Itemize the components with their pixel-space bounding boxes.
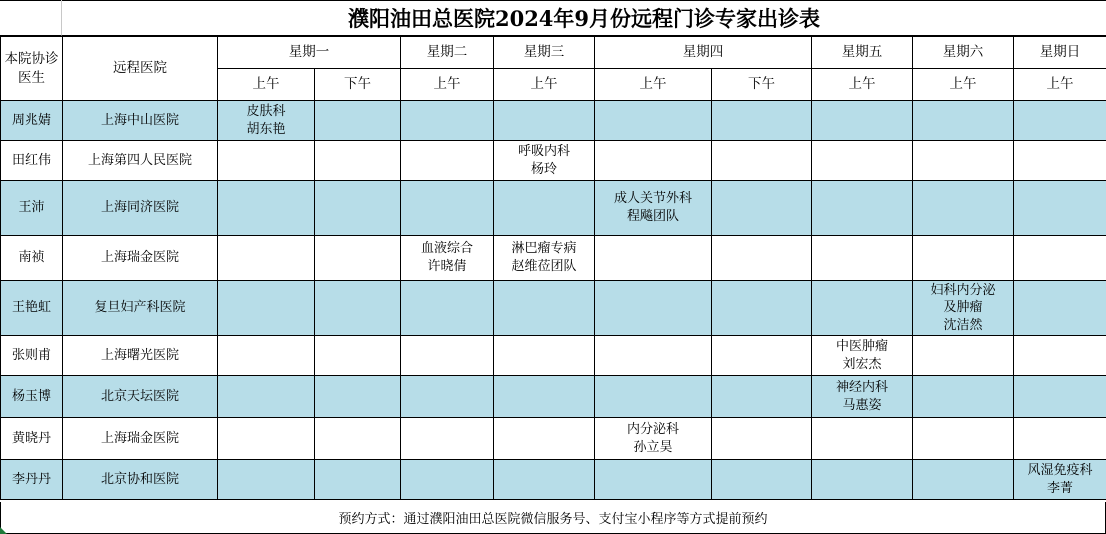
schedule-cell bbox=[712, 336, 812, 376]
page-title: 濮阳油田总医院2024年9月份远程门诊专家出诊表 bbox=[62, 0, 1106, 36]
table-row bbox=[1, 141, 1106, 181]
table-row bbox=[1, 101, 1106, 141]
sheet-corner-marker bbox=[0, 527, 7, 534]
slot-header: 上午 bbox=[913, 69, 1014, 101]
schedule-cell bbox=[1014, 376, 1106, 418]
schedule-cell bbox=[913, 418, 1014, 460]
schedule-cell bbox=[595, 281, 712, 336]
table-row bbox=[1, 460, 1106, 500]
schedule-cell bbox=[812, 460, 913, 500]
schedule-cell bbox=[595, 101, 712, 141]
local-doctor-header: 本院协诊医生 bbox=[1, 37, 63, 101]
schedule-cell bbox=[913, 141, 1014, 181]
schedule-cell bbox=[812, 236, 913, 281]
schedule-cell bbox=[913, 236, 1014, 281]
remote-hospital-cell: 北京天坛医院 bbox=[63, 376, 218, 418]
schedule-cell bbox=[595, 376, 712, 418]
schedule-cell bbox=[315, 418, 401, 460]
schedule-cell bbox=[218, 181, 315, 236]
slot-header: 上午 bbox=[1014, 69, 1106, 101]
schedule-cell bbox=[401, 460, 494, 500]
schedule-cell bbox=[315, 181, 401, 236]
schedule-cell bbox=[913, 336, 1014, 376]
schedule-cell bbox=[494, 376, 595, 418]
schedule-cell: 淋巴瘤专病 赵维莅团队 bbox=[494, 236, 595, 281]
schedule-cell bbox=[401, 336, 494, 376]
schedule-cell bbox=[315, 460, 401, 500]
schedule-cell bbox=[712, 281, 812, 336]
schedule-cell bbox=[812, 181, 913, 236]
slot-header: 上午 bbox=[494, 69, 595, 101]
schedule-cell bbox=[913, 101, 1014, 141]
schedule-body bbox=[1, 101, 1106, 500]
local-doctor-cell: 王沛 bbox=[1, 181, 63, 236]
slot-header: 上午 bbox=[812, 69, 913, 101]
day-header-fri: 星期五 bbox=[812, 37, 913, 69]
schedule-cell: 呼吸内科 杨玲 bbox=[494, 141, 595, 181]
schedule-cell bbox=[218, 236, 315, 281]
schedule-cell bbox=[913, 376, 1014, 418]
schedule-cell bbox=[494, 460, 595, 500]
day-header-mon: 星期一 bbox=[218, 37, 401, 69]
remote-hospital-cell: 北京协和医院 bbox=[63, 460, 218, 500]
remote-hospital-cell: 上海同济医院 bbox=[63, 181, 218, 236]
table-row bbox=[1, 418, 1106, 460]
day-header-row bbox=[1, 37, 1106, 69]
schedule-cell bbox=[1014, 101, 1106, 141]
schedule-cell bbox=[315, 281, 401, 336]
slot-header: 上午 bbox=[595, 69, 712, 101]
table-row bbox=[1, 376, 1106, 418]
schedule-cell bbox=[218, 418, 315, 460]
schedule-cell bbox=[595, 236, 712, 281]
local-doctor-cell: 杨玉博 bbox=[1, 376, 63, 418]
day-header-tue: 星期二 bbox=[401, 37, 494, 69]
local-doctor-cell: 周兆婧 bbox=[1, 101, 63, 141]
schedule-cell bbox=[494, 418, 595, 460]
remote-hospital-cell: 上海瑞金医院 bbox=[63, 418, 218, 460]
remote-hospital-header: 远程医院 bbox=[63, 37, 218, 101]
schedule-cell bbox=[218, 460, 315, 500]
schedule-cell: 中医肿瘤 刘宏杰 bbox=[812, 336, 913, 376]
schedule-cell bbox=[812, 281, 913, 336]
schedule-cell bbox=[712, 418, 812, 460]
schedule-cell: 神经内科 马惠姿 bbox=[812, 376, 913, 418]
day-header-thu: 星期四 bbox=[595, 37, 812, 69]
schedule-cell bbox=[595, 460, 712, 500]
schedule-cell bbox=[401, 418, 494, 460]
schedule-cell bbox=[315, 141, 401, 181]
schedule-cell bbox=[812, 141, 913, 181]
schedule-cell: 皮肤科 胡东艳 bbox=[218, 101, 315, 141]
schedule-cell bbox=[401, 376, 494, 418]
schedule-cell bbox=[218, 336, 315, 376]
schedule-cell bbox=[315, 236, 401, 281]
schedule-cell bbox=[218, 281, 315, 336]
local-doctor-cell: 张则甫 bbox=[1, 336, 63, 376]
schedule-cell: 成人关节外科 程飚团队 bbox=[595, 181, 712, 236]
schedule-cell bbox=[494, 281, 595, 336]
local-doctor-cell: 南祯 bbox=[1, 236, 63, 281]
remote-hospital-cell: 上海瑞金医院 bbox=[63, 236, 218, 281]
schedule-cell bbox=[812, 418, 913, 460]
day-header-sat: 星期六 bbox=[913, 37, 1014, 69]
table-row bbox=[1, 181, 1106, 236]
schedule-cell bbox=[595, 336, 712, 376]
schedule-cell bbox=[401, 281, 494, 336]
day-header-sun: 星期日 bbox=[1014, 37, 1106, 69]
local-doctor-cell: 田红伟 bbox=[1, 141, 63, 181]
schedule-cell bbox=[712, 376, 812, 418]
slot-header: 下午 bbox=[712, 69, 812, 101]
schedule-cell bbox=[1014, 141, 1106, 181]
schedule-cell bbox=[913, 181, 1014, 236]
local-doctor-cell: 李丹丹 bbox=[1, 460, 63, 500]
schedule-cell bbox=[812, 101, 913, 141]
table-row bbox=[1, 281, 1106, 336]
slot-header: 上午 bbox=[218, 69, 315, 101]
schedule-cell bbox=[1014, 236, 1106, 281]
schedule-cell bbox=[315, 376, 401, 418]
local-doctor-cell: 王艳虹 bbox=[1, 281, 63, 336]
schedule-cell bbox=[315, 336, 401, 376]
schedule-cell bbox=[712, 236, 812, 281]
schedule-cell bbox=[401, 141, 494, 181]
schedule-cell bbox=[494, 181, 595, 236]
day-header-wed: 星期三 bbox=[494, 37, 595, 69]
schedule-cell bbox=[218, 141, 315, 181]
schedule-cell bbox=[595, 141, 712, 181]
local-doctor-cell: 黄晓丹 bbox=[1, 418, 63, 460]
schedule-cell bbox=[218, 376, 315, 418]
slot-header: 上午 bbox=[401, 69, 494, 101]
schedule-cell bbox=[712, 460, 812, 500]
schedule-cell bbox=[712, 181, 812, 236]
title-blank-cell bbox=[0, 0, 62, 36]
slot-header: 下午 bbox=[315, 69, 401, 101]
schedule-cell bbox=[494, 101, 595, 141]
booking-note: 预约方式：通过濮阳油田总医院微信服务号、支付宝小程序等方式提前预约 bbox=[0, 502, 1106, 534]
schedule-cell bbox=[1014, 418, 1106, 460]
table-row bbox=[1, 336, 1106, 376]
schedule-cell bbox=[712, 141, 812, 181]
schedule-cell: 内分泌科 孙立昊 bbox=[595, 418, 712, 460]
schedule-cell bbox=[1014, 281, 1106, 336]
schedule-cell bbox=[494, 336, 595, 376]
schedule-cell: 风湿免疫科 李菁 bbox=[1014, 460, 1106, 500]
schedule-cell bbox=[712, 101, 812, 141]
remote-hospital-cell: 上海中山医院 bbox=[63, 101, 218, 141]
remote-hospital-cell: 复旦妇产科医院 bbox=[63, 281, 218, 336]
schedule-cell bbox=[913, 460, 1014, 500]
schedule-table bbox=[0, 36, 1106, 500]
schedule-cell bbox=[401, 101, 494, 141]
schedule-cell bbox=[315, 101, 401, 141]
schedule-cell: 血液综合 许晓倩 bbox=[401, 236, 494, 281]
table-row bbox=[1, 236, 1106, 281]
remote-hospital-cell: 上海曙光医院 bbox=[63, 336, 218, 376]
schedule-cell bbox=[401, 181, 494, 236]
schedule-cell: 妇科内分泌 及肿瘤 沈洁然 bbox=[913, 281, 1014, 336]
schedule-cell bbox=[1014, 181, 1106, 236]
remote-hospital-cell: 上海第四人民医院 bbox=[63, 141, 218, 181]
schedule-cell bbox=[1014, 336, 1106, 376]
